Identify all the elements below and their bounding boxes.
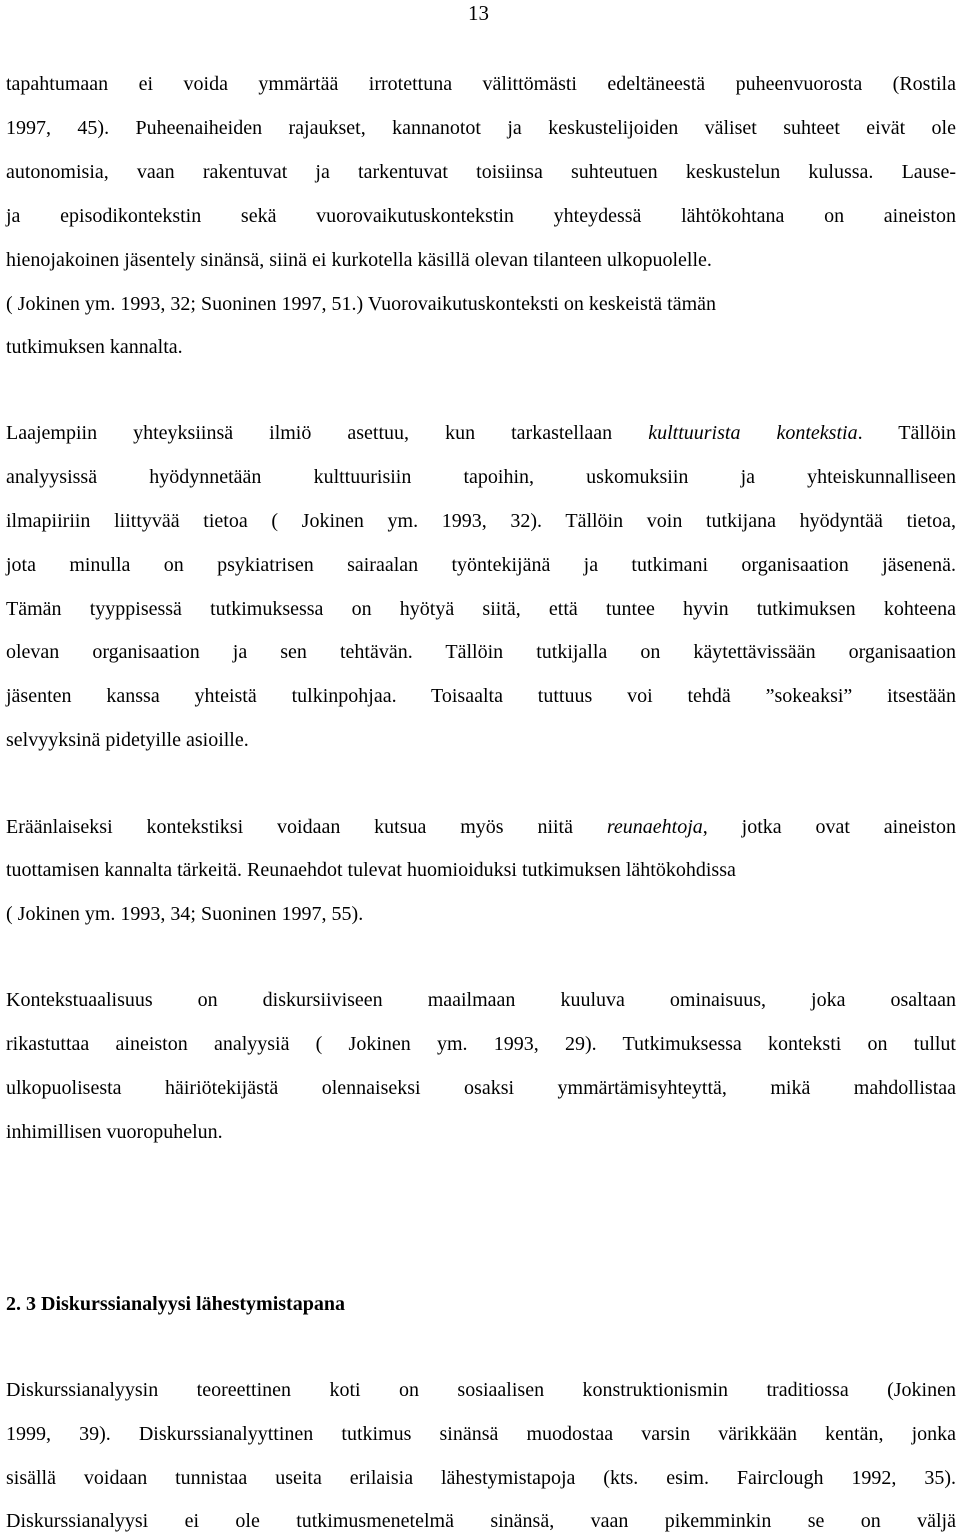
text-line: ilmapiiriin liittyvää tietoa ( Jokinen ym. 1993, 32). Tällöin voin tutkijana hyödyntää tietoa, xyxy=(6,510,956,532)
text-run: Laajempiin yhteyksiinsä ilmiö asettuu, kun tarkastellaan xyxy=(6,422,649,444)
text-run: . Tällöin xyxy=(857,422,957,444)
text-line: tutkimuksen kannalta. xyxy=(6,336,183,358)
text-line: Kontekstuaalisuus on diskursiiviseen maailmaan kuuluva ominaisuus, joka osaltaan xyxy=(6,989,956,1011)
text-line: Tämän tyyppisessä tutkimuksessa on hyötyä siitä, että tuntee hyvin tutkimuksen kohteena xyxy=(6,598,956,620)
text-line: olevan organisaation ja sen tehtävän. Tällöin tutkijalla on käytettävissään organisaation xyxy=(6,641,956,663)
text-line: 1997, 45). Puheenaiheiden rajaukset, kannanotot ja keskustelijoiden väliset suhteet eivät ole xyxy=(6,117,956,139)
text-line: ja episodikontekstin sekä vuorovaikutuskontekstin yhteydessä lähtökohtana on aineiston xyxy=(6,205,956,227)
section-heading: 2. 3 Diskurssianalyysi lähestymistapana xyxy=(6,1293,345,1315)
text-line: ulkopuolisesta häiriötekijästä olennaiseksi osaksi ymmärtämisyhteyttä, mikä mahdollistaa xyxy=(6,1077,956,1099)
text-line: Diskurssianalyysin teoreettinen koti on sosiaalisen konstruktionismin traditiossa (Jokinen xyxy=(6,1379,956,1401)
text-line: hienojakoinen jäsentely sinänsä, siinä ei kurkotella käsillä olevan tilanteen ulkopuolelle. xyxy=(6,249,712,271)
text-line: ( Jokinen ym. 1993, 34; Suoninen 1997, 55). xyxy=(6,903,364,925)
text-run: , jotka ovat aineiston xyxy=(702,816,956,838)
text-line: 1999, 39). Diskurssianalyyttinen tutkimus sinänsä muodostaa varsin värikkään kentän, jonka xyxy=(6,1423,956,1445)
text-line: ( Jokinen ym. 1993, 32; Suoninen 1997, 51.) Vuorovaikutuskonteksti on keskeistä tämän xyxy=(6,293,717,315)
text-line: selvyyksinä pidetyille asioille. xyxy=(6,729,249,751)
text-line: autonomisia, vaan rakentuvat ja tarkentuvat toisiinsa suhteutuen keskustelun kulussa. Lause- xyxy=(6,161,956,183)
text-line: inhimillisen vuoropuhelun. xyxy=(6,1121,223,1143)
text-line: tuottamisen kannalta tärkeitä. Reunaehdot tulevat huomioiduksi tutkimuksen lähtökohdissa xyxy=(6,859,736,881)
italic-term: kulttuurista kontekstia xyxy=(648,422,858,444)
text-line: tapahtumaan ei voida ymmärtää irrotettuna välittömästi edeltäneestä puheenvuorosta (Rostila xyxy=(6,73,956,95)
text-line: jota minulla on psykiatrisen sairaalan työntekijänä ja tutkimani organisaation jäsenenä. xyxy=(6,554,956,576)
text-line: analyysissä hyödynnetään kulttuurisiin tapoihin, uskomuksiin ja yhteiskunnalliseen xyxy=(6,466,956,488)
italic-term: reunaehtoja xyxy=(606,816,703,838)
text-line: jäsenten kanssa yhteistä tulkinpohjaa. Toisaalta tuttuus voi tehdä ”sokeaksi” itsestään xyxy=(6,685,956,707)
text-run: Eräänlaiseksi kontekstiksi voidaan kutsua myös niitä xyxy=(6,816,607,838)
page-number: 13 xyxy=(468,1,489,25)
text-line: rikastuttaa aineiston analyysiä ( Jokinen ym. 1993, 29). Tutkimuksessa konteksti on tullut xyxy=(6,1033,956,1055)
text-line xyxy=(6,815,956,839)
text-line: sisällä voidaan tunnistaa useita erilaisia lähestymistapoja (kts. esim. Fairclough 1992, 35). xyxy=(6,1467,956,1489)
text-line xyxy=(6,421,956,445)
text-line: Diskurssianalyysi ei ole tutkimusmenetelmä sinänsä, vaan pikemminkin se on väljä xyxy=(6,1510,956,1532)
